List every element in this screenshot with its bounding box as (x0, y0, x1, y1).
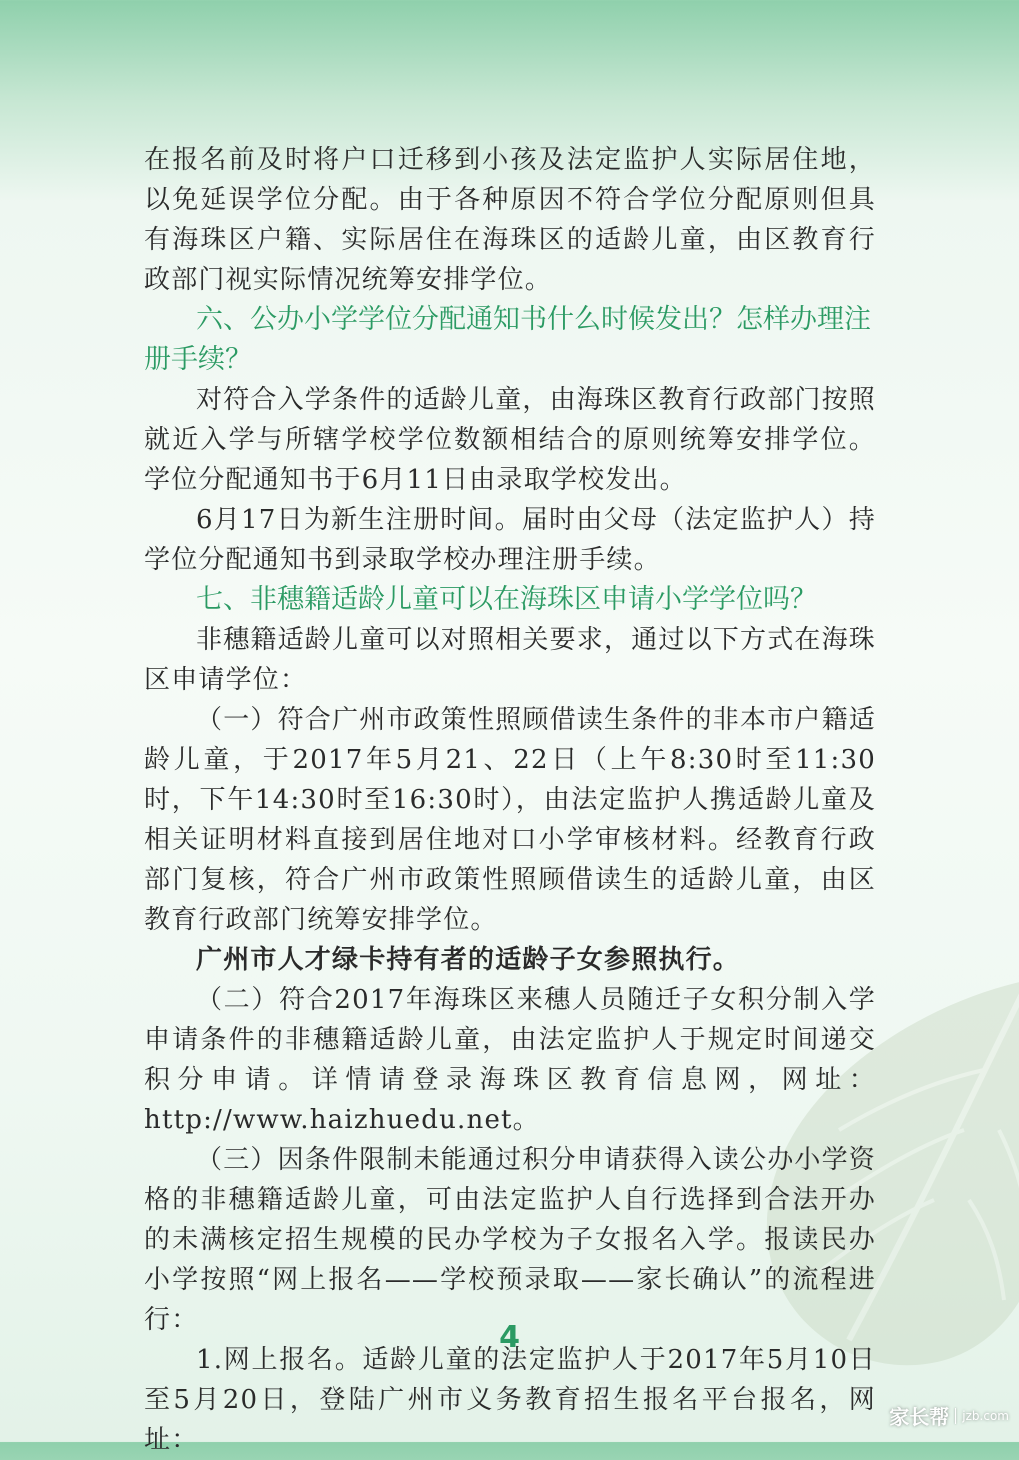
paragraph-option-1: （一）符合广州市政策性照顾借读生条件的非本市户籍适龄儿童，于2017年5月21、22日（上午8:30时至11:30时，下午14:30时至16:30时），由法定监护人携适龄儿童及相关证明材料直接到居住地对口小学审核材料。经教育行政部门复核，符合广州市政策性照顾借读生的适龄儿童，由区教育行政部门统筹安排学位。 (144, 705, 877, 935)
heading-section-6: 六、公办小学学位分配通知书什么时候发出？怎样办理注册手续？ (144, 304, 871, 375)
page-number: 4 (499, 1320, 520, 1355)
paragraph-option-3: （三）因条件限制未能通过积分申请获得入读公办小学资格的非穗籍适龄儿童，可由法定监护人自行选择到合法开办的未满核定招生规模的民办学校为子女报名入学。报读民办小学按照“网上报名——学校预录取——家长确认”的流程进行： (144, 1145, 877, 1335)
paragraph-talent-card: 广州市人才绿卡持有者的适龄子女参照执行。 (196, 945, 741, 975)
paragraph-household-registration: 在报名前及时将户口迁移到小孩及法定监护人实际居住地，以免延误学位分配。由于各种原因不符合学位分配原则但具有海珠区户籍、实际居住在海珠区的适龄儿童，由区教育行政部门视实际情况统筹安排学位。 (144, 145, 876, 295)
watermark-brand: 家长帮 (889, 1405, 950, 1429)
heading-section-7: 七、非穗籍适龄儿童可以在海珠区申请小学学位吗？ (196, 584, 817, 615)
paragraph-allocation: 对符合入学条件的适龄儿童，由海珠区教育行政部门按照就近入学与所辖学校学位数额相结合的原则统筹安排学位。学位分配通知书于6月11日由录取学校发出。 (144, 385, 877, 495)
paragraph-non-local-intro: 非穗籍适龄儿童可以对照相关要求，通过以下方式在海珠区申请学位： (144, 625, 877, 695)
watermark (889, 1401, 1009, 1430)
page-body (144, 140, 876, 1460)
watermark-divider (955, 1408, 956, 1424)
paragraph-registration-date: 6月17日为新生注册时间。届时由父母（法定监护人）持学位分配通知书到录取学校办理注册手续。 (144, 505, 876, 575)
watermark-url: jzb.com (962, 1408, 1009, 1423)
paragraph-online-registration: 1.网上报名。适龄儿童的法定监护人于2017年5月10日至5月20日，登陆广州市义务教育招生报名平台报名，网址： (144, 1345, 876, 1455)
paragraph-option-2: （二）符合2017年海珠区来穗人员随迁子女积分制入学申请条件的非穗籍适龄儿童，由法定监护人于规定时间递交积分申请。详情请登录海珠区教育信息网，网址：http://www.haizhuedu.net。 (144, 985, 876, 1135)
